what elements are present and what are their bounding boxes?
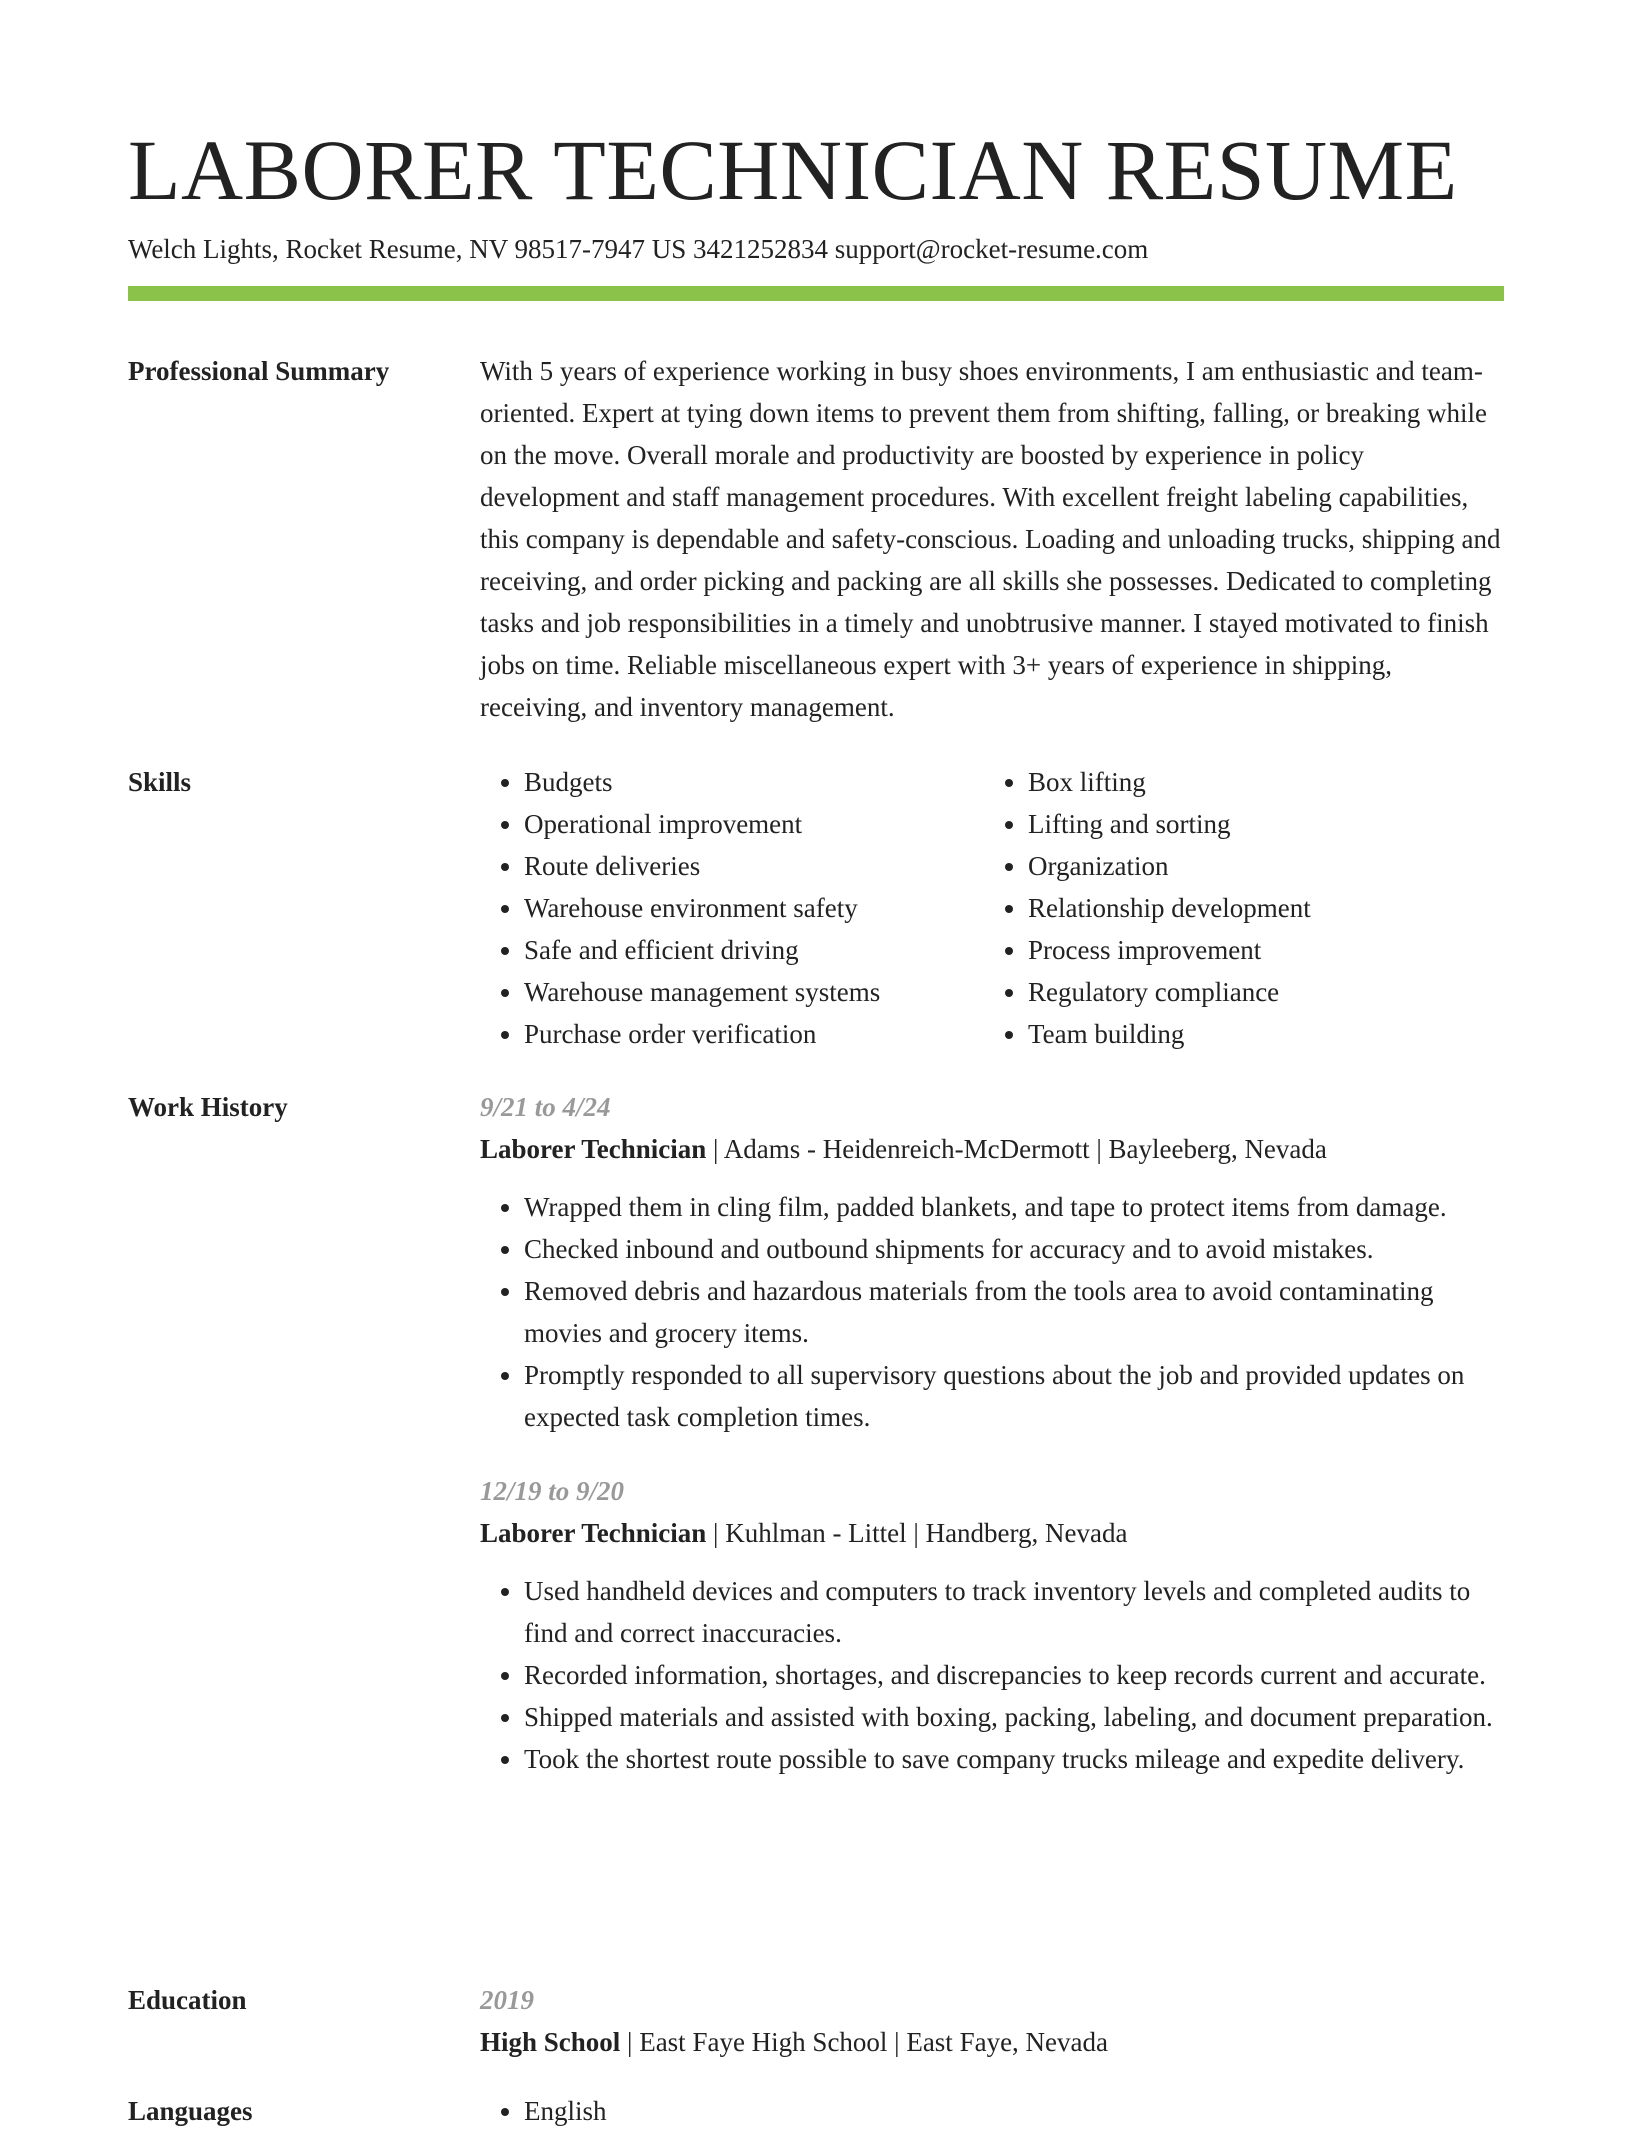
job-heading xyxy=(480,1128,1504,1170)
skill-item: • Warehouse environment safety xyxy=(524,887,984,929)
job-bullet: • Promptly responded to all supervisory questions about the job and provided updates on expected task completion times. xyxy=(524,1354,1504,1438)
education-body xyxy=(480,1979,1504,2063)
language-item: • English xyxy=(524,2090,1504,2132)
job-bullet: • Used handheld devices and computers to track inventory levels and completed audits to find and correct inaccuracies. xyxy=(524,1570,1504,1654)
languages-label: Languages xyxy=(128,2096,253,2126)
work-history-label: Work History xyxy=(128,1092,288,1122)
job-bullet: • Recorded information, shortages, and discrepancies to keep records current and accurate. xyxy=(524,1654,1504,1696)
education-degree: High School xyxy=(480,2027,621,2057)
job-dates: 12/19 to 9/20 xyxy=(480,1476,625,1506)
education-school-location: | East Faye High School | East Faye, Nevada xyxy=(620,2027,1108,2057)
job-bullet: • Removed debris and hazardous materials from the tools area to avoid contaminating movies and grocery items. xyxy=(524,1270,1504,1354)
education-heading xyxy=(480,2021,1504,2063)
job-employer-location: | Kuhlman - Littel | Handberg, Nevada xyxy=(706,1518,1128,1548)
work-history-body xyxy=(480,1086,1504,1780)
skills-label: Skills xyxy=(128,767,192,797)
job-entry xyxy=(480,1086,1504,1438)
education-year: 2019 xyxy=(480,1985,534,2015)
skills-list-right xyxy=(984,761,1548,1055)
job-employer-location: | Adams - Heidenreich-McDermott | Bayleeberg, Nevada xyxy=(706,1134,1327,1164)
contact-line: Welch Lights, Rocket Resume, NV 98517-7947 US 3421252834 support@rocket-resume.com xyxy=(128,234,1149,264)
skill-item: • Relationship development xyxy=(1028,887,1548,929)
job-bullet: • Checked inbound and outbound shipments for accuracy and to avoid mistakes. xyxy=(524,1228,1504,1270)
skill-item: • Process improvement xyxy=(1028,929,1548,971)
summary-label: Professional Summary xyxy=(128,356,390,386)
job-title: Laborer Technician xyxy=(480,1134,707,1164)
skills-list-left xyxy=(480,761,984,1055)
job-title: Laborer Technician xyxy=(480,1518,707,1548)
languages-body xyxy=(480,2090,1504,2132)
skills-body xyxy=(480,761,1504,1055)
skill-item: • Organization xyxy=(1028,845,1548,887)
skill-item: • Box lifting xyxy=(1028,761,1548,803)
skill-item: • Purchase order verification xyxy=(524,1013,984,1055)
job-bullet: • Shipped materials and assisted with boxing, packing, labeling, and document preparation. xyxy=(524,1696,1504,1738)
accent-divider xyxy=(128,286,1504,301)
skill-item: • Route deliveries xyxy=(524,845,984,887)
languages-list xyxy=(480,2090,1504,2132)
skill-item: • Operational improvement xyxy=(524,803,984,845)
job-dates: 9/21 to 4/24 xyxy=(480,1092,611,1122)
skill-item: • Budgets xyxy=(524,761,984,803)
skill-item: • Warehouse management systems xyxy=(524,971,984,1013)
resume-title: LABORER TECHNICIAN RESUME xyxy=(128,122,1458,218)
job-heading xyxy=(480,1512,1504,1554)
summary-body xyxy=(480,350,1504,728)
job-bullet: • Took the shortest route possible to save company trucks mileage and expedite delivery. xyxy=(524,1738,1504,1780)
job-entry xyxy=(480,1470,1504,1780)
skill-item: • Team building xyxy=(1028,1013,1548,1055)
skill-item: • Safe and efficient driving xyxy=(524,929,984,971)
education-label: Education xyxy=(128,1985,247,2015)
skill-item: • Lifting and sorting xyxy=(1028,803,1548,845)
job-bullets xyxy=(480,1186,1504,1438)
skill-item: • Regulatory compliance xyxy=(1028,971,1548,1013)
job-bullet: • Wrapped them in cling film, padded blankets, and tape to protect items from damage. xyxy=(524,1186,1504,1228)
summary-text: With 5 years of experience working in busy shoes environments, I am enthusiastic and team-oriented. Expert at tying down items to prevent them from shifting, falling, or breaking while on the move. Overall morale and productivity are boosted by experience in policy development and staff management procedures. With excellent freight labeling capabilities, this company is dependable and safety-conscious. Loading and unloading trucks, shipping and receiving, and order picking and packing are all skills she possesses. Dedicated to completing tasks and job responsibilities in a timely and unobtrusive manner. I stayed motivated to finish jobs on time. Reliable miscellaneous expert with 3+ years of experience in shipping, receiving, and inventory management. xyxy=(480,356,1501,722)
job-bullets xyxy=(480,1570,1504,1780)
